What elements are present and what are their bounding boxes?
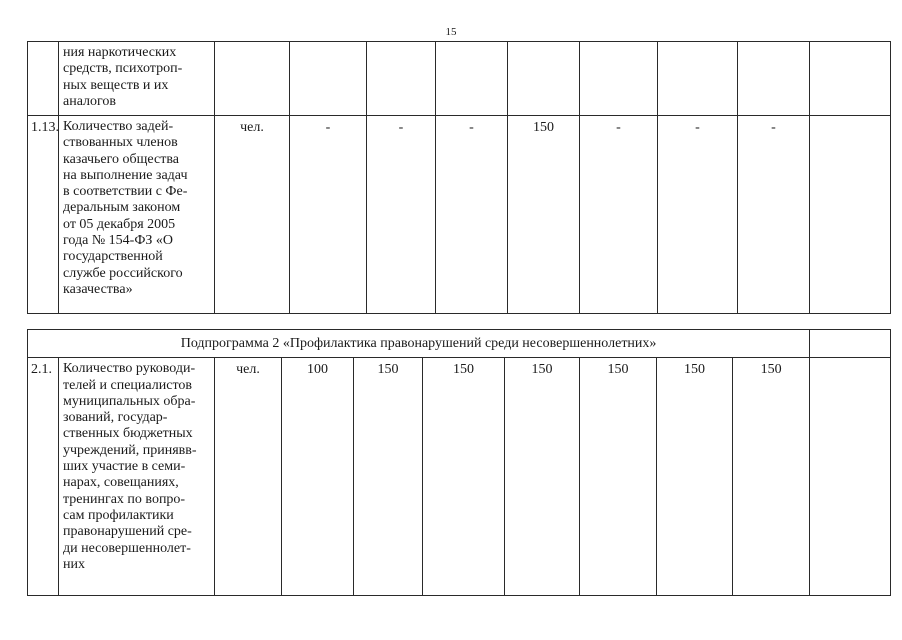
description-line: службе российского	[63, 265, 183, 281]
value-cell	[810, 358, 891, 596]
unit-cell: чел.	[215, 358, 282, 596]
description-line: ния наркотических	[63, 45, 177, 60]
value-cell: 150	[733, 358, 810, 596]
indicator-description	[59, 42, 215, 116]
description-line: средств, психотроп-	[63, 61, 183, 77]
indicators-table-continued	[27, 41, 891, 314]
description-line: Количество задей-	[63, 119, 174, 134]
table-row	[28, 116, 891, 314]
unit-cell	[215, 42, 290, 116]
indicator-description	[59, 116, 215, 314]
description-line: учреждений, принявв-	[63, 442, 197, 458]
description-line: деральным законом	[63, 200, 181, 216]
value-cell	[810, 42, 891, 116]
empty-cell	[810, 330, 891, 358]
description-line: ди несовершеннолет-	[63, 540, 191, 556]
description-line: года № 154-ФЗ «О	[63, 233, 174, 249]
value-cell: 150	[580, 358, 657, 596]
value-cell	[367, 42, 436, 116]
unit-cell: чел.	[215, 116, 290, 314]
value-cell: 150	[505, 358, 580, 596]
description-line: от 05 декабря 2005	[63, 216, 176, 232]
indicator-description	[59, 358, 215, 596]
value-cell: -	[738, 116, 810, 314]
description-line: Количество руководи-	[63, 361, 196, 377]
table-row	[28, 42, 891, 116]
row-number: 2.1.	[28, 358, 59, 596]
description-line: них	[63, 556, 85, 572]
description-line: в соответствии с Фе-	[63, 184, 188, 200]
description-line: государственной	[63, 249, 163, 265]
value-cell: -	[658, 116, 738, 314]
subprogram-title: Подпрограмма 2 «Профилактика правонарушений среди несовершеннолетних»	[28, 330, 810, 358]
description-line: зований, государ-	[63, 410, 168, 426]
value-cell: 150	[354, 358, 423, 596]
value-cell: 150	[423, 358, 505, 596]
value-cell: -	[580, 116, 658, 314]
value-cell	[658, 42, 738, 116]
description-line: правонарушений сре-	[63, 524, 192, 540]
value-cell	[810, 116, 891, 314]
value-cell	[508, 42, 580, 116]
description-line: казачества»	[63, 281, 133, 297]
description-line: на выполнение задач	[63, 167, 188, 183]
description-line: казачьего общества	[63, 151, 179, 167]
value-cell	[580, 42, 658, 116]
value-cell	[436, 42, 508, 116]
value-cell: -	[436, 116, 508, 314]
description-line: нарах, совещаниях,	[63, 475, 179, 491]
description-line: ных веществ и их	[63, 77, 169, 93]
value-cell	[290, 42, 367, 116]
value-cell: -	[290, 116, 367, 314]
description-line: тренингах по вопро-	[63, 491, 186, 507]
page-number: 15	[445, 26, 457, 38]
description-line: ственных бюджетных	[63, 426, 193, 442]
row-number: 1.13.	[28, 116, 59, 314]
description-line: телей и специалистов	[63, 377, 192, 393]
description-line: муниципальных обра-	[63, 393, 196, 409]
value-cell: 100	[282, 358, 354, 596]
subprogram-header-row	[28, 330, 891, 358]
value-cell: -	[367, 116, 436, 314]
subprogram-2-table	[27, 329, 891, 596]
value-cell: 150	[657, 358, 733, 596]
description-line: ших участие в семи-	[63, 459, 186, 475]
table-row	[28, 358, 891, 596]
value-cell	[738, 42, 810, 116]
description-line: аналогов	[63, 93, 117, 109]
description-line: ствованных членов	[63, 135, 178, 151]
value-cell: 150	[508, 116, 580, 314]
row-number	[28, 42, 59, 116]
description-line: сам профилактики	[63, 507, 174, 523]
